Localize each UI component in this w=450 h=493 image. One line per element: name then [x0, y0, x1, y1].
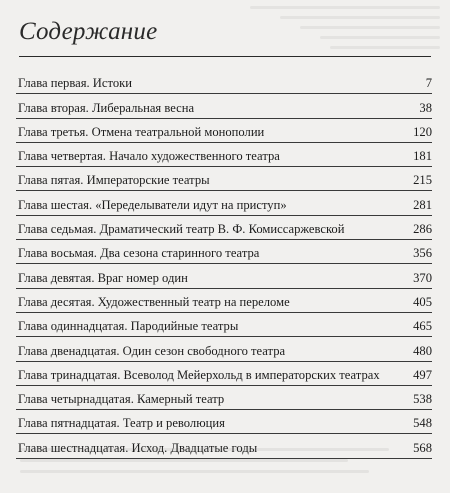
- toc-entry-page: 281: [413, 197, 432, 212]
- toc-entry-page: 356: [413, 246, 432, 261]
- toc-entry-page: 370: [413, 270, 432, 285]
- toc-entry[interactable]: [16, 70, 432, 94]
- toc-entry-title: Глава пятнадцатая. Театр и революция: [18, 416, 225, 431]
- toc-entry[interactable]: [16, 119, 432, 143]
- toc-entry-page: 181: [413, 149, 432, 164]
- toc-entry[interactable]: [16, 167, 432, 191]
- toc-entry-title: Глава четвертая. Начало художественного театра: [18, 149, 280, 164]
- toc-entry-title: Глава седьмая. Драматический театр В. Ф. Комиссаржевской: [18, 222, 345, 237]
- toc-entry-page: 538: [413, 392, 432, 407]
- toc-entry-title: Глава третья. Отмена театральной монополии: [18, 124, 265, 139]
- toc-entry-page: 465: [413, 319, 432, 334]
- toc-entry-title: Глава пятая. Императорские театры: [18, 173, 210, 188]
- toc-entry[interactable]: [16, 240, 432, 264]
- toc-entry-page: 38: [419, 100, 432, 115]
- toc-entry-title: Глава четырнадцатая. Камерный театр: [18, 392, 225, 407]
- toc-entry-page: 215: [413, 173, 432, 188]
- toc-entry-page: 286: [413, 222, 432, 237]
- toc-entry-title: Глава двенадцатая. Один сезон свободного театра: [18, 343, 286, 358]
- toc-entry-page: 497: [413, 367, 432, 382]
- toc-entry[interactable]: [16, 143, 432, 167]
- toc-entry[interactable]: [16, 289, 432, 313]
- toc-entry[interactable]: [16, 264, 432, 288]
- toc-entry[interactable]: [16, 386, 432, 410]
- toc-entry[interactable]: [16, 216, 432, 240]
- toc-entry-page: 405: [413, 294, 432, 309]
- toc-entry-page: 7: [425, 76, 432, 91]
- toc-entry-title: Глава шестая. «Переделыватели идут на приступ»: [18, 197, 287, 212]
- toc-entry-title: Глава восьмая. Два сезона старинного театра: [18, 246, 260, 261]
- toc-entry[interactable]: [16, 362, 432, 386]
- toc-entry[interactable]: [16, 410, 432, 434]
- show-through-text-bottom: [20, 440, 430, 485]
- toc-entry[interactable]: [16, 337, 432, 361]
- toc-entry-page: 548: [413, 416, 432, 431]
- toc-entry[interactable]: [16, 313, 432, 337]
- toc-entry-title: Глава тринадцатая. Всеволод Мейерхольд в императорских театрах: [18, 367, 380, 382]
- toc-entry-title: Глава девятая. Враг номер один: [18, 270, 188, 285]
- toc-entry-page: 120: [413, 124, 432, 139]
- toc-entry-title: Глава десятая. Художественный театр на переломе: [18, 294, 290, 309]
- title-divider: [19, 56, 431, 57]
- toc-entry[interactable]: [16, 191, 432, 215]
- toc-entry-page: 568: [413, 440, 432, 455]
- page-title: Содержание: [19, 18, 158, 45]
- toc-entry-title: Глава вторая. Либеральная весна: [18, 100, 195, 115]
- toc-entry-title: Глава одиннадцатая. Пародийные театры: [18, 319, 239, 334]
- toc-entry-page: 480: [413, 343, 432, 358]
- toc-entry[interactable]: [16, 94, 432, 118]
- toc-entry-title: Глава первая. Истоки: [18, 76, 132, 91]
- toc-entry-title: Глава шестнадцатая. Исход. Двадцатые годы: [18, 440, 258, 455]
- table-of-contents: [16, 70, 432, 459]
